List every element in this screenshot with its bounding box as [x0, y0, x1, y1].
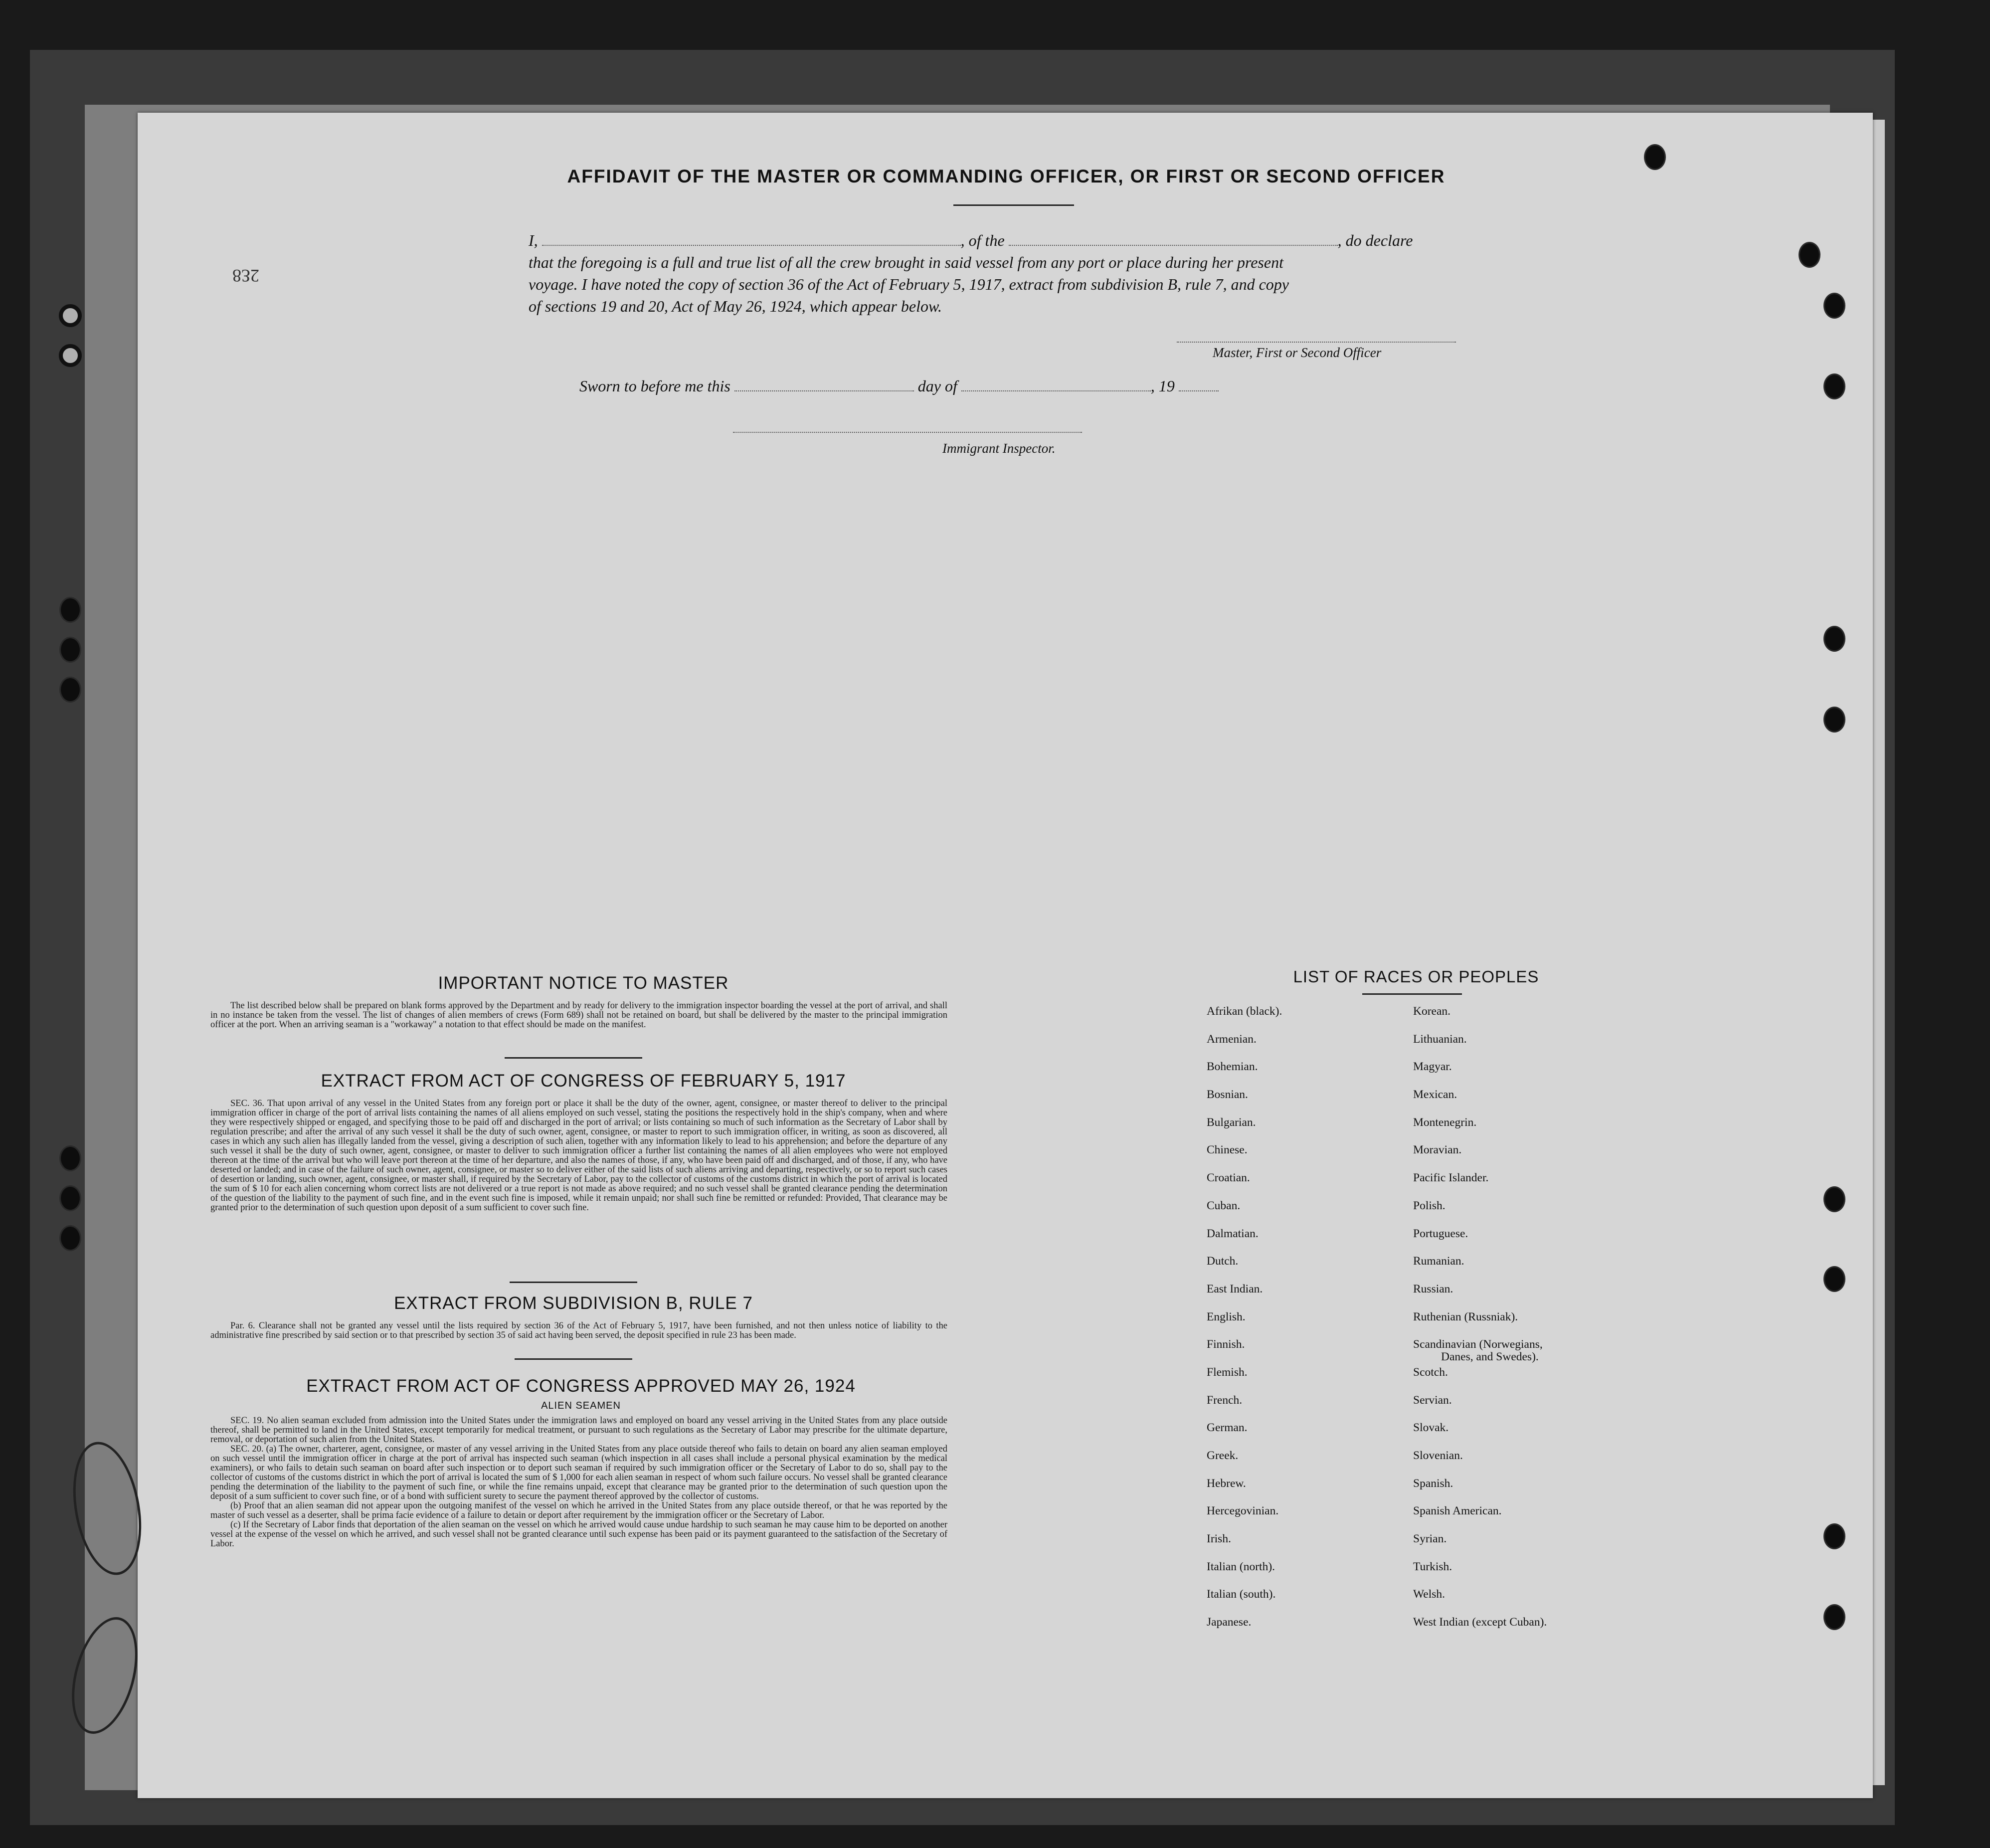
binder-hole-icon — [1825, 294, 1844, 317]
binder-hole-icon — [1825, 708, 1844, 731]
races-left-column — [1207, 1002, 1282, 1641]
race-item: Spanish American. — [1413, 1504, 1502, 1518]
binder-hole-icon — [61, 1147, 80, 1170]
notice-body: The list described below shall be prepared on blank forms approved by the Department and by ready for delivery to the immigration inspector boarding the vessel at the port of arrival, and shall in no instance be taken from the vessel. The list of changes of alien members of crews (Form 689) shall not be retained on board, but shall be delivered by the master to the principal immigration officer at the port. When an arriving seaman is a "workaway" a notation to that effect should be made on the manifest. — [210, 1001, 947, 1030]
races-title: LIST OF RACES OR PEOPLES — [1293, 967, 1539, 986]
race-item: Cuban. — [1207, 1199, 1241, 1212]
extract-1917-title: EXTRACT FROM ACT OF CONGRESS OF FEBRUARY 5, 1917 — [321, 1071, 846, 1091]
race-item: West Indian (except Cuban). — [1413, 1616, 1547, 1629]
race-item: Korean. — [1413, 1005, 1451, 1018]
race-item: Slovenian. — [1413, 1449, 1463, 1462]
divider — [515, 1358, 632, 1360]
binder-hole-icon — [1800, 243, 1819, 266]
affidavit-title: AFFIDAVIT OF THE MASTER OR COMMANDING OFFICER, OR FIRST OR SECOND OFFICER — [567, 166, 1446, 186]
extract-1924-body: SEC. 19. No alien seaman excluded from admission into the United States under the immigration laws and employed on board any vessel arriving in the United States from any place outside thereof, shall be permitted to land in the United States, except temporarily for medical treatment, or pursuant to such regulations as the Secretary of Labor may prescribe for the ultimate departure, removal, or deportation of such alien from the United States. SEC. 20. (a) The owner, charterer, agent, consignee, or master of any vessel arriving in the United States from any place outside thereof who fails to detain on board any alien seaman employed on such vessel until the immigration officer in charge at the port of arrival has inspected such seaman (which inspection in all cases shall include a personal physical examination by the medical examiners), or who fails to detain such seaman on board after such inspection or to deport such seaman if required by such immigration officer or the Secretary of Labor to do so, shall pay to the collector of customs of the customs district in which the port of arrival is located the sum of $ 1,000 for each alien seaman in respect of whom such failure occurs. No vessel shall be granted clearance pending the determination of the liability to the payment of such fine, or while the fine remains unpaid, except that clearance may be granted prior to the determination of such question upon the deposit of a sum sufficient to cover such fine, or of a bond with sufficient surety to secure the payment thereof approved by the collector of customs. (b) Proof that an alien seaman did not appear upon the outgoing manifest of the vessel on which he arrived in the United States from any place outside thereof, or that he was reported by the master of such vessel as a deserter, shall be prima facie evidence of a failure to detain or deport after requirement by the immigration officer or the Secretary of Labor. (c) If the Secretary of Labor finds that deportation of the alien seaman on the vessel on which he arrived would cause undue hardship to such seaman he may cause him to be deported on another vessel at the expense of the vessel on which he arrived, and such vessel shall not be granted clearance until such expense has been paid or its payment guaranteed to the satisfaction of the Secretary of Labor. — [210, 1416, 947, 1549]
divider — [1362, 993, 1462, 995]
race-item: Portuguese. — [1413, 1227, 1468, 1240]
year-label: , 19 — [1150, 377, 1175, 395]
master-signature-line[interactable] — [1177, 342, 1456, 343]
binder-hole-icon — [61, 638, 80, 661]
binder-hole-icon — [59, 344, 82, 367]
sworn-line — [579, 376, 1537, 396]
race-item: Spanish. — [1413, 1477, 1453, 1490]
master-signature-label: Master, First or Second Officer — [1213, 345, 1382, 360]
inspector-label: Immigrant Inspector. — [942, 441, 1056, 456]
race-item: East Indian. — [1207, 1282, 1263, 1295]
race-item: German. — [1207, 1421, 1248, 1435]
binder-hole-icon — [1825, 1268, 1844, 1291]
race-item: Hebrew. — [1207, 1477, 1246, 1490]
race-item: Bulgarian. — [1207, 1115, 1256, 1129]
race-item: Ruthenian (Russniak). — [1413, 1310, 1518, 1323]
race-item: Russian. — [1413, 1282, 1453, 1295]
binder-hole-icon — [1825, 1606, 1844, 1629]
race-item: Hercegovinian. — [1207, 1504, 1279, 1518]
race-item: Syrian. — [1413, 1532, 1447, 1546]
race-item-continuation: Danes, and Swedes). — [1441, 1350, 1539, 1364]
race-item: Italian (south). — [1207, 1588, 1276, 1601]
sworn-label: Sworn to before me this — [579, 377, 730, 395]
affidavit-line-2: that the foregoing is a full and true list of all the crew brought in said vessel from any port or place during her present — [529, 253, 1283, 271]
divider — [510, 1282, 637, 1283]
race-item: Rumanian. — [1413, 1255, 1464, 1268]
race-item: Magyar. — [1413, 1060, 1452, 1074]
race-item: Scotch. — [1413, 1365, 1448, 1379]
race-item: English. — [1207, 1310, 1246, 1323]
race-item: Lithuanian. — [1413, 1032, 1467, 1046]
race-item: Dalmatian. — [1207, 1227, 1259, 1240]
sworn-year-field[interactable] — [1179, 390, 1219, 391]
affidavit-of: , of the — [960, 231, 1005, 249]
race-item: Turkish. — [1413, 1560, 1452, 1573]
race-item: Slovak. — [1413, 1421, 1449, 1435]
race-item: Irish. — [1207, 1532, 1231, 1546]
master-name-field[interactable] — [542, 245, 961, 246]
binder-hole-icon — [1645, 146, 1664, 169]
affidavit-declare: , do declare — [1337, 231, 1413, 249]
binder-hole-icon — [1825, 1525, 1844, 1548]
binder-hole-icon — [61, 1187, 80, 1210]
affidavit-i: I, — [529, 231, 538, 249]
binder-hole-icon — [1825, 375, 1844, 398]
binder-hole-icon — [59, 304, 82, 327]
binder-hole-icon — [61, 678, 80, 701]
day-of-label: day of — [917, 377, 957, 395]
race-item: Bohemian. — [1207, 1060, 1258, 1074]
race-item: Moravian. — [1413, 1143, 1462, 1157]
race-item-label: Scandinavian (Norwegians, — [1413, 1338, 1543, 1351]
binder-hole-icon — [1825, 1188, 1844, 1211]
affidavit-line-1 — [529, 230, 1486, 250]
sworn-month-field[interactable] — [961, 390, 1151, 391]
subdivision-title: EXTRACT FROM SUBDIVISION B, RULE 7 — [394, 1294, 753, 1313]
alien-seamen-subtitle: ALIEN SEAMEN — [541, 1400, 621, 1411]
affidavit-line-4: of sections 19 and 20, Act of May 26, 1924, which appear below. — [529, 297, 942, 315]
race-item: French. — [1207, 1393, 1243, 1407]
race-item: Welsh. — [1413, 1588, 1446, 1601]
race-item: Italian (north). — [1207, 1560, 1275, 1573]
subdivision-body: Par. 6. Clearance shall not be granted any vessel until the lists required by section 36 of the Act of February 5, 1917, have been furnished, and not then unless notice of liability to the administrative fine prescribed by said section or to that prescribed by section 35 of said act having been served, the deposit specified in rule 23 has been made. — [210, 1321, 947, 1340]
race-item: Japanese. — [1207, 1616, 1252, 1629]
races-right-column — [1413, 1002, 1547, 1641]
race-item: Afrikan (black). — [1207, 1005, 1282, 1018]
binder-hole-icon — [61, 1227, 80, 1250]
notice-title: IMPORTANT NOTICE TO MASTER — [438, 973, 729, 993]
race-item: Bosnian. — [1207, 1088, 1248, 1102]
vessel-name-field[interactable] — [1009, 245, 1338, 246]
extract-1917-body: SEC. 36. That upon arrival of any vessel in the United States from any foreign port or place it shall be the duty of the owner, agent, consignee, or master thereof to deliver to the principal immigration officer in charge of the port of arrival lists containing the names of all aliens employed on such vessel, stating the positions the respectively hold in the ship's company, when and where they were respectively shipped or engaged, and specifying those to be paid off and discharged in the port of arrival; or lists containing so much of such information as the Secretary of Labor shall by regulation prescribe; and after the arrival of any such vessel it shall be the duty of such owner, agent, consignee, or master to report to such immigration officer, in writing, as soon as discovered, all cases in which any such alien has illegally landed from the vessel, giving a description of such alien, together with any information likely to lead to his apprehension; and before the departure of any such vessel it shall be the duty of such owner, agent, consignee, or master to deliver to such immigration officer a further list containing the names of all alien employees who were not employed thereon at the time of the arrival but who will leave port thereon at the time of her departure, and also the names of those, if any, who have been paid off and discharged, and of those, if any, who have deserted or landed; and in case of the failure of such owner, agent, consignee, or master so to deliver either of the said lists of such aliens arriving and departing, respectively, or so to report such cases of desertion or landing, such owner, agent, consignee, or master shall, if required by the Secretary of Labor, pay to the collector of customs of the customs district in which the port of arrival is located the sum of $ 10 for each alien concerning whom correct lists are not delivered or a true report is not made as above required; and no such vessel shall be granted clearance pending the determination of the question of the liability to the payment of such fine, and in the event such fine is imposed, while it remain unpaid; nor shall such fine be remitted or refunded: Provided, That clearance may be granted prior to the determination of such question upon deposit of a sum sufficient to cover such fine. — [210, 1099, 947, 1213]
extract-1924-title: EXTRACT FROM ACT OF CONGRESS APPROVED MAY 26, 1924 — [306, 1376, 856, 1396]
race-item: Greek. — [1207, 1449, 1239, 1462]
binder-hole-icon — [1825, 627, 1844, 650]
divider — [953, 204, 1074, 206]
race-item — [1413, 1335, 1547, 1363]
race-item: Chinese. — [1207, 1143, 1248, 1157]
race-item: Polish. — [1413, 1199, 1446, 1212]
race-item: Servian. — [1413, 1393, 1452, 1407]
race-item: Mexican. — [1413, 1088, 1457, 1102]
race-item: Pacific Islander. — [1413, 1171, 1489, 1185]
race-item: Flemish. — [1207, 1365, 1248, 1379]
race-item: Montenegrin. — [1413, 1115, 1477, 1129]
race-item: Croatian. — [1207, 1171, 1250, 1185]
race-item: Finnish. — [1207, 1338, 1245, 1351]
race-item: Armenian. — [1207, 1032, 1257, 1046]
race-item: Dutch. — [1207, 1255, 1239, 1268]
margin-mark: 2Ɛ8 — [232, 266, 260, 286]
divider — [505, 1057, 642, 1059]
sworn-day-field[interactable] — [734, 390, 914, 391]
affidavit-line-3: voyage. I have noted the copy of section 36 of the Act of February 5, 1917, extract from subdivision B, rule 7, and copy — [529, 275, 1289, 293]
binder-hole-icon — [61, 598, 80, 621]
inspector-signature-line[interactable] — [733, 432, 1082, 433]
